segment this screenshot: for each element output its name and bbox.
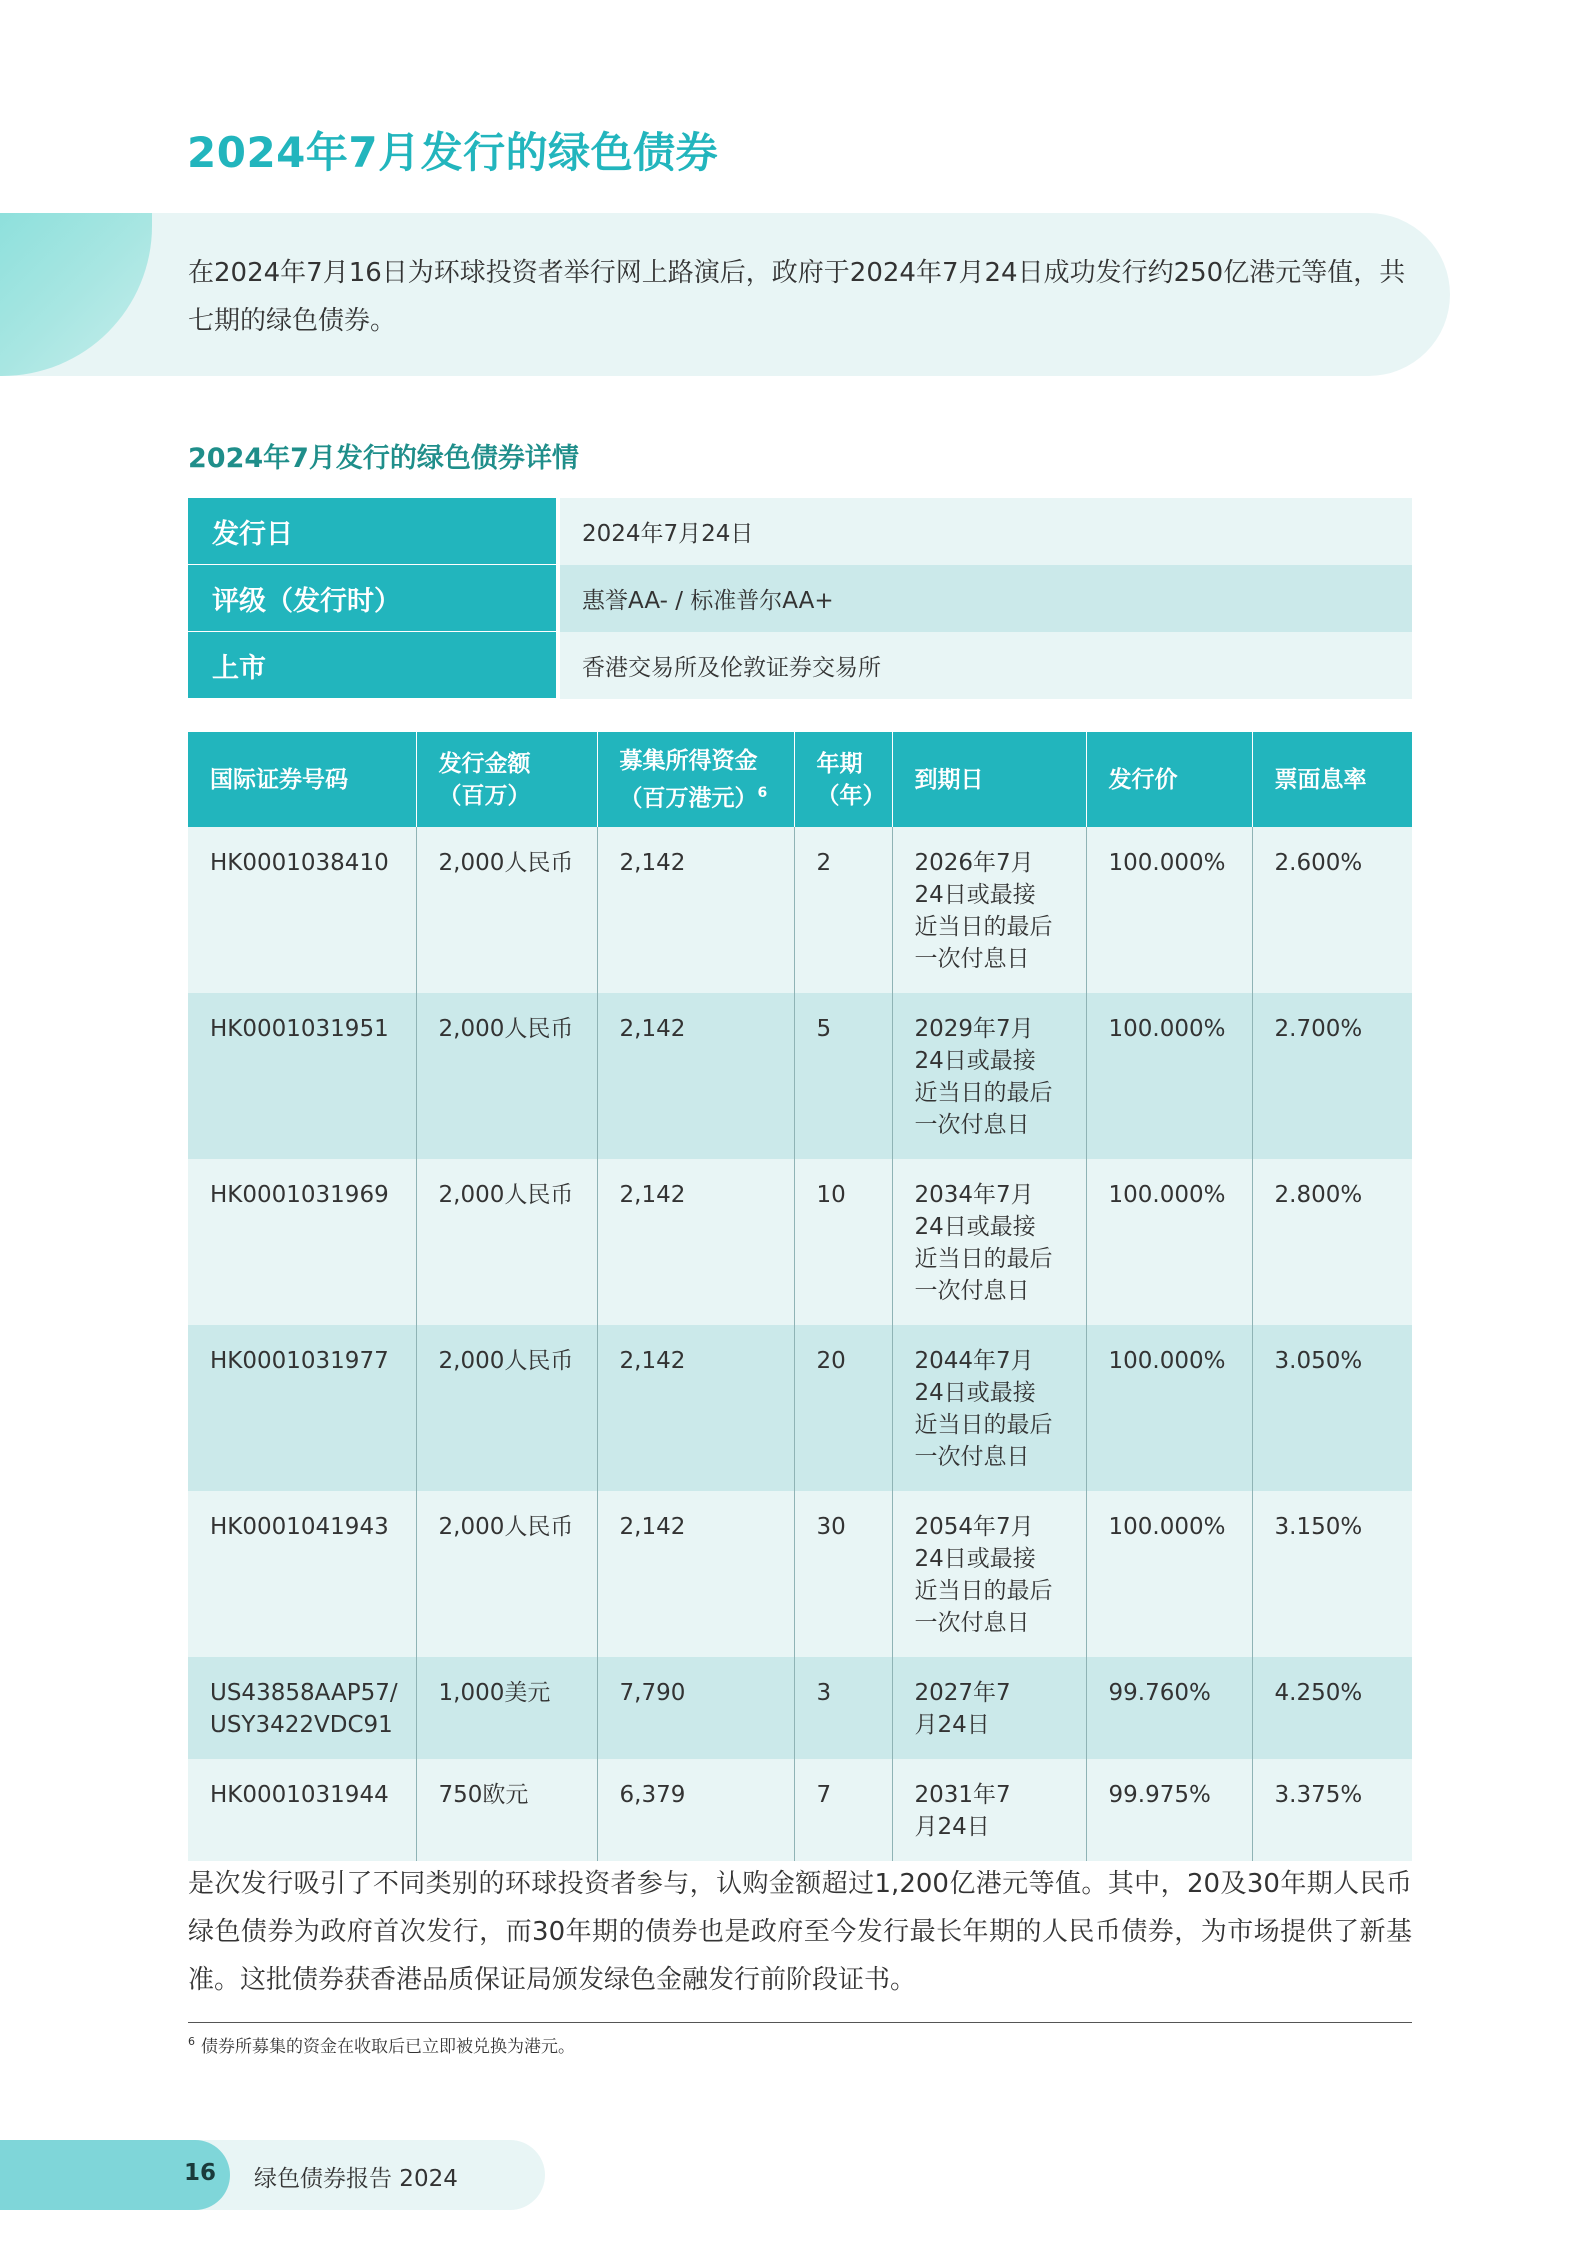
cell-price: 100.000%: [1086, 993, 1252, 1159]
cell-isin: US43858AAP57/ USY3422VDC91: [188, 1657, 416, 1759]
table-row: [188, 1159, 1412, 1325]
header-price: 发行价: [1086, 732, 1252, 827]
cell-tenor: 20: [794, 1325, 892, 1491]
header-proceeds-line2: （百万港元）: [619, 785, 758, 812]
cell-coupon: 2.800%: [1252, 1159, 1412, 1325]
cell-tenor: 2: [794, 827, 892, 993]
cell-proceeds: 2,142: [597, 993, 794, 1159]
table-row: [188, 1759, 1412, 1861]
cell-maturity: 2031年7 月24日: [892, 1759, 1086, 1861]
cell-price: 100.000%: [1086, 1325, 1252, 1491]
info-row-listing: [188, 632, 1412, 699]
page-title: 2024年7月发行的绿色债券: [187, 128, 719, 177]
cell-amount: 2,000人民币: [416, 993, 597, 1159]
cell-price: 100.000%: [1086, 1491, 1252, 1657]
bond-tranches-table: [188, 732, 1412, 1861]
table-row: [188, 1325, 1412, 1491]
info-value: 香港交易所及伦敦证券交易所: [558, 632, 1412, 699]
cell-tenor: 3: [794, 1657, 892, 1759]
cell-maturity: 2034年7月 24日或最接 近当日的最后 一次付息日: [892, 1159, 1086, 1325]
header-coupon: 票面息率: [1252, 732, 1412, 827]
cell-proceeds: 7,790: [597, 1657, 794, 1759]
cell-amount: 2,000人民币: [416, 1159, 597, 1325]
cell-price: 100.000%: [1086, 1159, 1252, 1325]
cell-maturity: 2027年7 月24日: [892, 1657, 1086, 1759]
cell-coupon: 3.050%: [1252, 1325, 1412, 1491]
cell-tenor: 5: [794, 993, 892, 1159]
header-isin: 国际证券号码: [188, 732, 416, 827]
header-amount: [416, 732, 597, 827]
cell-price: 99.975%: [1086, 1759, 1252, 1861]
cell-amount: 2,000人民币: [416, 827, 597, 993]
footnote: [188, 2032, 575, 2057]
info-label: 评级（发行时）: [188, 565, 558, 632]
cell-maturity: 2044年7月 24日或最接 近当日的最后 一次付息日: [892, 1325, 1086, 1491]
cell-coupon: 3.375%: [1252, 1759, 1412, 1861]
header-proceeds-line1: 募集所得资金: [619, 747, 758, 774]
bond-info-table: [188, 498, 1412, 699]
section-title: 2024年7月发行的绿色债券详情: [188, 443, 579, 474]
cell-amount: 2,000人民币: [416, 1325, 597, 1491]
cell-proceeds: 2,142: [597, 1325, 794, 1491]
cell-isin: HK0001038410: [188, 827, 416, 993]
cell-tenor: 10: [794, 1159, 892, 1325]
cell-amount: 750欧元: [416, 1759, 597, 1861]
header-amount-line1: 发行金额: [438, 750, 531, 777]
footnote-text: 债券所募集的资金在收取后已立即被兑换为港元。: [201, 2037, 575, 2057]
table-row: [188, 993, 1412, 1159]
footnote-divider: [188, 2022, 1412, 2023]
cell-proceeds: 2,142: [597, 827, 794, 993]
cell-coupon: 4.250%: [1252, 1657, 1412, 1759]
cell-maturity: 2054年7月 24日或最接 近当日的最后 一次付息日: [892, 1491, 1086, 1657]
cell-isin: HK0001031944: [188, 1759, 416, 1861]
table-row: [188, 827, 1412, 993]
header-amount-line2: （百万）: [438, 782, 531, 809]
cell-isin: HK0001031951: [188, 993, 416, 1159]
cell-proceeds: 6,379: [597, 1759, 794, 1861]
cell-maturity: 2026年7月 24日或最接 近当日的最后 一次付息日: [892, 827, 1086, 993]
info-row-rating: [188, 565, 1412, 632]
footnote-reference: 6: [757, 784, 768, 801]
table-row: [188, 1657, 1412, 1759]
page-number: 16: [184, 2160, 217, 2186]
info-value: 2024年7月24日: [558, 498, 1412, 565]
cell-isin: HK0001031969: [188, 1159, 416, 1325]
header-maturity: 到期日: [892, 732, 1086, 827]
cell-coupon: 2.700%: [1252, 993, 1412, 1159]
info-label: 上市: [188, 632, 558, 699]
cell-price: 99.760%: [1086, 1657, 1252, 1759]
intro-paragraph: 在2024年7月16日为环球投资者举行网上路演后，政府于2024年7月24日成功发行约250亿港元等值，共七期的绿色债券。: [188, 258, 1406, 336]
cell-price: 100.000%: [1086, 827, 1252, 993]
info-value: 惠誉AA- / 标准普尔AA+: [558, 565, 1412, 632]
info-row-issue-date: [188, 498, 1412, 565]
cell-coupon: 3.150%: [1252, 1491, 1412, 1657]
cell-amount: 1,000美元: [416, 1657, 597, 1759]
cell-amount: 2,000人民币: [416, 1491, 597, 1657]
cell-tenor: 30: [794, 1491, 892, 1657]
cell-coupon: 2.600%: [1252, 827, 1412, 993]
table-header-row: [188, 732, 1412, 827]
cell-proceeds: 2,142: [597, 1159, 794, 1325]
header-proceeds: [597, 732, 794, 827]
header-tenor-line1: 年期: [816, 750, 863, 777]
header-tenor-line2: （年）: [816, 782, 886, 809]
cell-maturity: 2029年7月 24日或最接 近当日的最后 一次付息日: [892, 993, 1086, 1159]
info-label: 发行日: [188, 498, 558, 565]
footer-report-title: 绿色债券报告 2024: [254, 2166, 458, 2192]
table-row: [188, 1491, 1412, 1657]
footnote-mark: 6: [188, 2035, 195, 2049]
body-paragraph: 是次发行吸引了不同类别的环球投资者参与，认购金额超过1,200亿港元等值。其中，20及30年期人民币绿色债券为政府首次发行，而30年期的债券也是政府至今发行最长年期的人民币债券，为市场提供了新基准。这批债券获香港品质保证局颁发绿色金融发行前阶段证书。: [188, 1869, 1412, 1995]
cell-isin: HK0001031977: [188, 1325, 416, 1491]
cell-isin: HK0001041943: [188, 1491, 416, 1657]
cell-tenor: 7: [794, 1759, 892, 1861]
header-tenor: [794, 732, 892, 827]
cell-proceeds: 2,142: [597, 1491, 794, 1657]
